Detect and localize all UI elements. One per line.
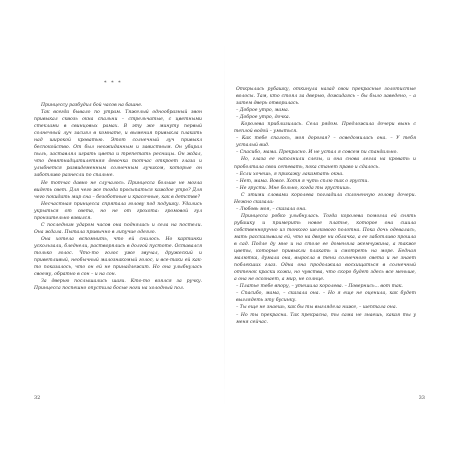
paragraph: Она хотела вспомнить, что ей снилось. Но картинки ускользали, бледнели, растворялись в долгой пустоте. Оставался только голос. Что-то голос уже звучал, дружеский и приветливый, необычный малознакомый голос, и все-таки ей как-то показалось, что он ей не принадлежит. Но она улыбнулась своему, обратно в сон – и на сон. — [34, 236, 202, 278]
page-number-right: 33 — [418, 395, 425, 401]
paragraph: – Если хочешь, я прикажу лакампать окна. — [236, 171, 344, 177]
paragraph: За дверью послышались шаги. Кто-то взялся за ручку. Принцесса поспешно опустила босые ноги на холодный пол. — [34, 279, 202, 292]
paragraph: С этими словами королева погладила склоненную голову дочери. Нежно сказала: — [234, 192, 416, 205]
paragraph: Принцессу разбудил бой часов на башне. — [41, 103, 143, 108]
paragraph: – Спасибо, мама, – сказала она. – Но я еще не оценила, как будет выглядеть эту бусинку. — [236, 291, 416, 304]
paragraph: Открылась рубашку, откинула назад свои прекрасные золотистые волосы. Там, кто стоял за дверью, дожидаясь – бы было заведено, – а затем дверь отворилась. — [236, 87, 416, 107]
paragraph: – Не грусти. Мне больно, когда ты грустишь. — [236, 185, 351, 191]
paragraph: – Но ты прекрасна. Так прекрасна, ты сама не знаешь, какая ты у меня сейчас. — [236, 312, 416, 325]
right-page — [225, 0, 450, 450]
paragraph: Не тотчас давно не случалось. Принцесса больше не могла видеть свет. Для чего же тогда просыпаться каждое утро? Для чего покидать мир сна – безоботные и красочные, как в детстве? — [34, 180, 202, 200]
paragraph: – Как тебе спалось, моя дорогая? – осведомилась она. – У тебя усталый вид. — [236, 136, 416, 149]
paragraph: – Платье тебе впору, – утешила королева. – Повернись... вот так. — [236, 284, 403, 290]
left-page-text — [34, 102, 202, 292]
paragraph: Несчастная принцесса спрятала голову под подушку. Удались укрыться от света, но не от грохота: громовой гул пронзительно взвился. — [34, 201, 202, 221]
page-number-left: 32 — [34, 395, 41, 401]
paragraph: – Доброе утро, мама. — [236, 108, 290, 114]
paragraph: – Спасибо, мама. Прекрасно. И не устал я совсем пи спандально. — [236, 150, 398, 156]
paragraph: – Доброе утро, дочка. — [236, 115, 291, 121]
paragraph: – Нет, мама. Вовсе. Хотя я чуть сплю так о грусти. — [236, 178, 369, 184]
section-divider: * * * — [104, 80, 123, 86]
paragraph: Так всегда бывало по утрам. Тяжелый однообразный звон привыкал сквозь окна спальни – стрельчатые, с цветными стеклами в свинцовых рамах. В эту же минуту первый солнечный луч засиял в комнате, и вымения привыкла плакать над широкой кроватью. Этот солнечный луч привыкл беспокойство. От был неожиданным и завистным. Он убирал пыль, заставлял играть цвета и трепетать ресницы. Он ждал, что девятнадцатилетняя девочка тотчас откроет глаза и улыбнется развидеменным солнечным лучиком, которые он заботливо разнесли по спальне. — [34, 110, 202, 179]
paragraph: – Ты еще не знаешь, как бы ты выглядела ниже, – шептала она. — [236, 305, 398, 311]
paragraph: Принцесса робко улыбнулась. Тогда королева помогла ей снять рубашку и примерить новое платье, которое она сшила собственноручно из тонкого шелкового полотна. Пока дочь одевалась, мать рассказывала ей, что на дворе ни облачка, а ее заботливо прошла в сад. Подле ду мне и на столе ее доменяла жемчужина, а также цветы, которые привыкли плакать и смотреть на море. Бедная малютка, думала она, выросла в тени солнечного света и не знает поблекших глаз. Одна она продолжала восхищаться в солнечный оттенок краски кожи, но чувства, что скоро будет здесь все меньше, а она не осознает, а мир, не солнце. — [234, 213, 416, 283]
paragraph: С последним ударом часов она поднялась и села на постели. Она ждала. Пытала привычно в липучие одеяло. — [34, 222, 202, 235]
right-page-text — [234, 86, 416, 326]
paragraph: Но, глаза ее наполнили слезы, и она снова легла на кровать и проболтала свои сетевать, пока станет право и сдалось. — [234, 157, 416, 170]
paragraph: – Любовь моя, – сказала она. — [236, 206, 307, 212]
paragraph: Королева приблизилась. Села рядом. Предложила дочери вынь с теплой водой – умыться. — [234, 122, 416, 135]
